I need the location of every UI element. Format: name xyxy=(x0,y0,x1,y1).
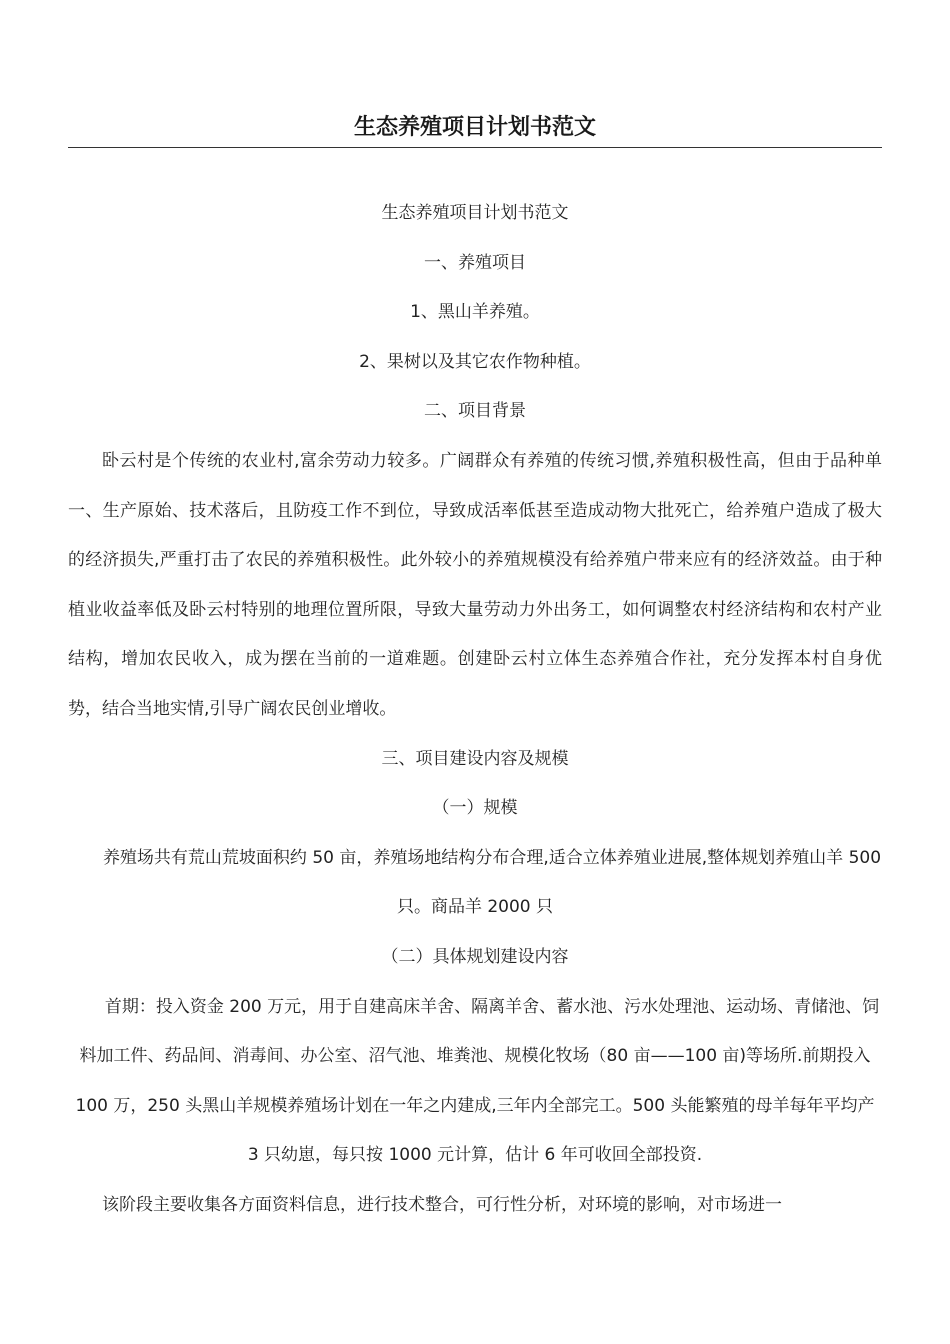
body-heading: 生态养殖项目计划书范文 xyxy=(381,203,569,223)
section-heading-3: 三、项目建设内容及规模 xyxy=(381,748,569,769)
background-paragraph: 卧云村是个传统的农业村,富余劳动力较多。广阔群众有养殖的传统习惯,养殖积极性高，但由于品种单一、生产原始、技术落后，且防疫工作不到位，导致成活率低甚至造成动物大批死亡，给养殖户造成了极大的经济损失,严重打击了农民的养殖积极性。此外较小的养殖规模没有给养殖户带来应有的经济效益。由于种植业收益率低及卧云村特别的地理位置所限，导致大量劳动力外出务工，如何调整农村经济结构和农村产业结构，增加农民收入，成为摆在当前的一道难题。创建卧云村立体生态养殖合作社，充分发挥本村自身优势，结合当地实情,引导广阔农民创业增收。 xyxy=(68,450,882,719)
section-heading-1: 一、养殖项目 xyxy=(424,252,526,273)
stage-paragraph: 该阶段主要收集各方面资料信息，进行技术整合，可行性分析，对环境的影响，对市场进一 xyxy=(102,1194,782,1215)
document-title: 生态养殖项目计划书范文 xyxy=(353,115,596,140)
list-item-2: 2、果树以及其它农作物种植。 xyxy=(359,351,591,372)
scale-paragraph: 养殖场共有荒山荒坡面积约 50 亩，养殖场地结构分布合理,适合立体养殖业进展,整体规划养殖山羊 500 只。商品羊 2000 只 xyxy=(102,847,882,918)
section-heading-2: 二、项目背景 xyxy=(424,401,526,422)
document-body xyxy=(68,189,882,1230)
first-phase-paragraph: 首期：投入资金 200 万元，用于自建高床羊舍、隔离羊舍、蓄水池、污水处理池、运动场、青储池、饲料加工件、药品间、消毒间、办公室、沼气池、堆粪池、规模化牧场（80 亩——100 亩)等场所.前期投入 100 万，250 头黑山羊规模养殖场计划在一年之内建成,三年内全部完工。500 头能繁殖的母羊每年平均产 3 只幼崽，每只按 1000 元计算，估计 6 年可收回全部投资. xyxy=(75,996,880,1166)
subsection-heading-plan: （二）具体规划建设内容 xyxy=(381,946,569,967)
title-divider xyxy=(68,147,882,148)
subsection-heading-scale: （一）规模 xyxy=(432,798,518,819)
list-item-1: 1、黑山羊养殖。 xyxy=(410,302,540,323)
